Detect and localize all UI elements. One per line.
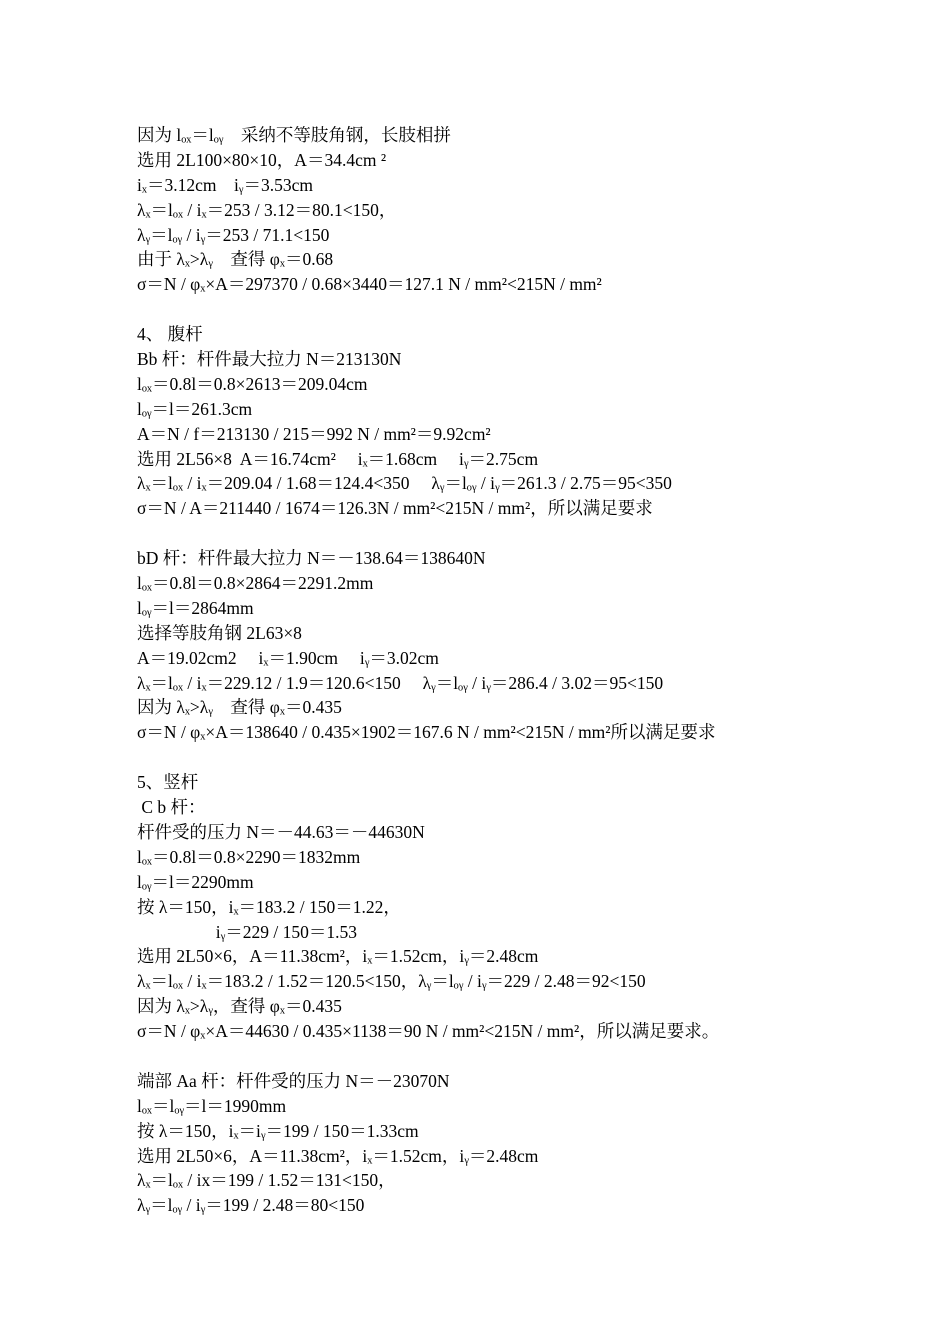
text-line: lₒᵧ＝l＝2864mm [137, 597, 254, 618]
text-line: lₒₓ＝0.8l＝0.8×2864＝2291.2mm [137, 573, 374, 594]
text-line: C b 杆： [137, 797, 206, 818]
text-line: Bb 杆：杆件最大拉力 N＝213130N [137, 349, 402, 370]
blank-line [137, 1044, 927, 1069]
blank-line [137, 745, 927, 770]
text-line: λₓ＝lₒₓ / iₓ＝183.2 / 1.52＝120.5<150，λᵧ＝lₒᵧ / iᵧ＝229 / 2.48＝92<150 [137, 971, 646, 992]
text-line: 按 λ＝150，iₓ＝183.2 / 150＝1.22， [137, 896, 401, 917]
text-line: 由于 λₓ>λᵧ 查得 φₓ＝0.68 [137, 249, 334, 270]
blank-line [137, 521, 927, 546]
text-line: lₒₓ＝0.8l＝0.8×2613＝209.04cm [137, 373, 368, 394]
text-line: σ＝N / φₓ×A＝44630 / 0.435×1138＝90 N / mm²<215N / mm²，所以满足要求。 [137, 1021, 720, 1042]
text-line: 选用 2L50×6，A＝11.38cm²，iₓ＝1.52cm，iᵧ＝2.48cm [137, 946, 539, 967]
text-line: 端部 Aa 杆：杆件受的压力 N＝－23070N [137, 1070, 450, 1091]
document-body [137, 123, 927, 1218]
text-line: λᵧ＝lₒᵧ / iᵧ＝253 / 71.1<150 [137, 224, 330, 245]
text-line: 因为 lₒₓ＝lₒᵧ 采纳不等肢角钢，长肢相拼 [137, 125, 451, 145]
text-line: A＝19.02cm2 iₓ＝1.90cm iᵧ＝3.02cm [137, 647, 439, 668]
text-line: σ＝N / φₓ×A＝138640 / 0.435×1902＝167.6 N / mm²<215N / mm²所以满足要求 [137, 722, 716, 743]
text-line: lₒₓ＝0.8l＝0.8×2290＝1832mm [137, 846, 361, 867]
text-line: lₒₓ＝lₒᵧ＝l＝1990mm [137, 1095, 287, 1116]
text-line: λₓ＝lₒₓ / iₓ＝253 / 3.12＝80.1<150， [137, 199, 397, 220]
text-line: lₒᵧ＝l＝261.3cm [137, 398, 253, 419]
text-line: σ＝N / φₓ×A＝297370 / 0.68×3440＝127.1 N / mm²<215N / mm² [137, 274, 602, 295]
text-line: 按 λ＝150，iₓ＝iᵧ＝199 / 150＝1.33cm [137, 1120, 419, 1141]
text-line: λᵧ＝lₒᵧ / iᵧ＝199 / 2.48＝80<150 [137, 1195, 365, 1216]
text-line: iᵧ＝229 / 150＝1.53 [137, 921, 357, 942]
text-line: 因为 λₓ>λᵧ 查得 φₓ＝0.435 [137, 697, 342, 718]
text-line: A＝N / f＝213130 / 215＝992 N / mm²＝9.92cm² [137, 423, 491, 444]
section-heading: 5、竖杆 [137, 772, 199, 793]
text-line: σ＝N / A＝211440 / 1674＝126.3N / mm²<215N / mm²，所以满足要求 [137, 498, 653, 519]
blank-line [137, 297, 927, 322]
text-line: bD 杆：杆件最大拉力 N＝－138.64＝138640N [137, 548, 486, 569]
text-line: 因为 λₓ>λᵧ，查得 φₓ＝0.435 [137, 996, 342, 1017]
text-line: λₓ＝lₒₓ / iₓ＝229.12 / 1.9＝120.6<150 λᵧ＝lₒᵧ / iᵧ＝286.4 / 3.02＝95<150 [137, 672, 664, 693]
text-line: 选用 2L100×80×10，A＝34.4cm ² [137, 149, 387, 170]
section-heading: 4、 腹杆 [137, 324, 203, 345]
text-line: lₒᵧ＝l＝2290mm [137, 871, 254, 892]
text-line: λₓ＝lₒₓ / ix＝199 / 1.52＝131<150， [137, 1170, 396, 1191]
text-line: iₓ＝3.12cm iᵧ＝3.53cm [137, 174, 313, 195]
text-line: 选用 2L56×8 A＝16.74cm² iₓ＝1.68cm iᵧ＝2.75cm [137, 448, 539, 469]
text-line: λₓ＝lₒₓ / iₓ＝209.04 / 1.68＝124.4<350 λᵧ＝lₒᵧ / iᵧ＝261.3 / 2.75＝95<350 [137, 473, 672, 494]
text-line: 选择等肢角钢 2L63×8 [137, 622, 302, 643]
text-line: 杆件受的压力 N＝－44.63＝－44630N [137, 821, 425, 842]
text-line: 选用 2L50×6，A＝11.38cm²，iₓ＝1.52cm，iᵧ＝2.48cm [137, 1145, 539, 1166]
